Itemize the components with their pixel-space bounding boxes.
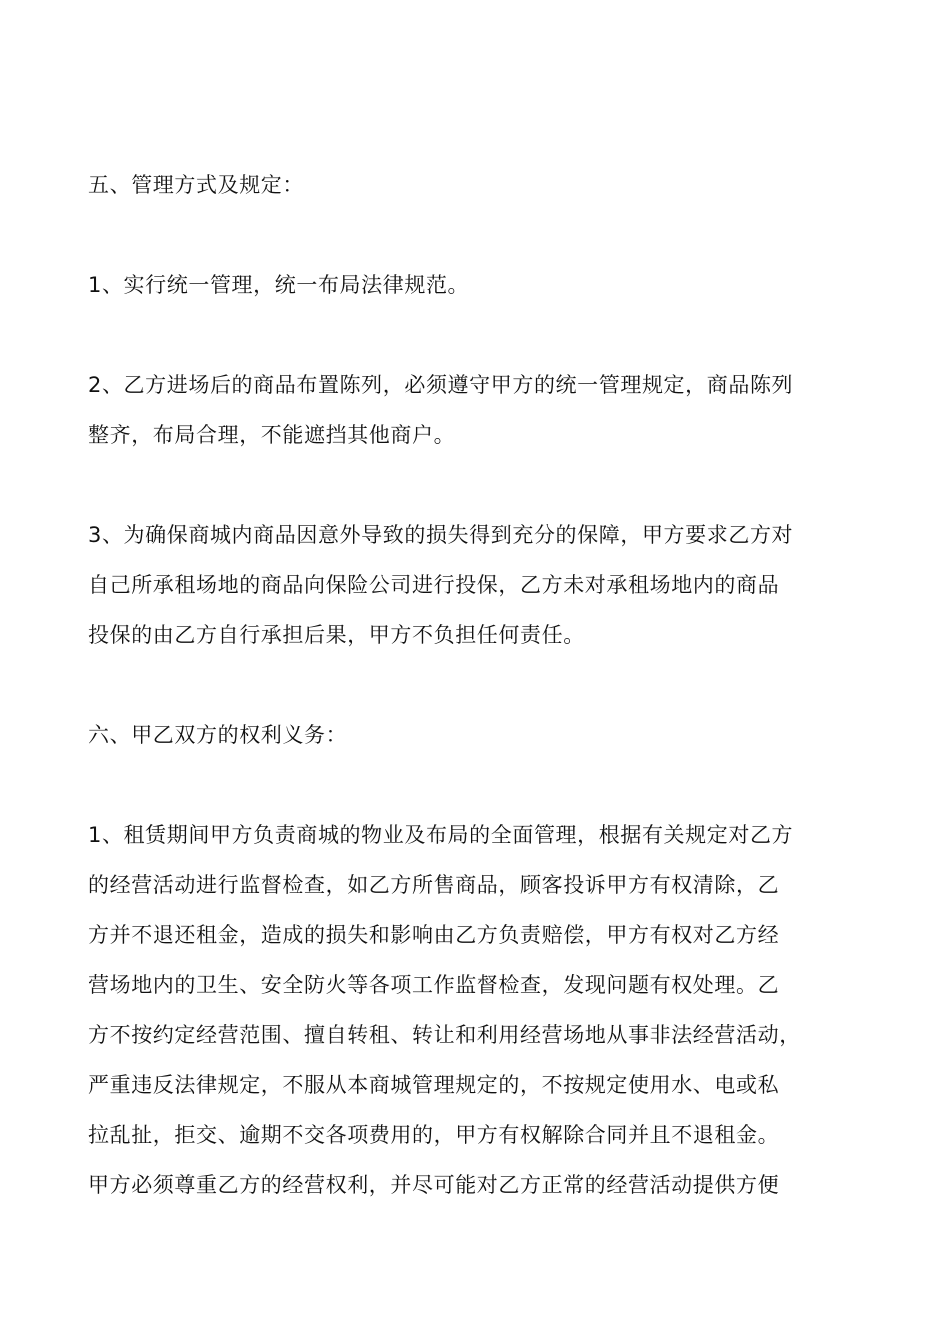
- section-5-item-1: [88, 260, 872, 310]
- paragraph-line: 方并不退还租金，造成的损失和影响由乙方负责赔偿，甲方有权对乙方经: [88, 923, 780, 947]
- section-6-heading: [88, 710, 872, 760]
- paragraph-line: 拉乱扯，拒交、逾期不交各项费用的，甲方有权解除合同并且不退租金。: [88, 1123, 780, 1147]
- paragraph-line: 严重违反法律规定，不服从本商城管理规定的，不按规定使用水、电或私: [88, 1073, 780, 1097]
- section-6-item-1: [88, 810, 872, 1210]
- paragraph-line: 3、为确保商城内商品因意外导致的损失得到充分的保障，甲方要求乙方对: [88, 523, 794, 547]
- heading-line: 六、甲乙双方的权利义务：: [88, 723, 348, 747]
- heading-line: 五、管理方式及规定：: [88, 173, 304, 197]
- paragraph-line: 方不按约定经营范围、擅自转租、转让和利用经营场地从事非法经营活动，: [88, 1023, 801, 1047]
- paragraph-line: 2、乙方进场后的商品布置陈列，必须遵守甲方的统一管理规定，商品陈列: [88, 373, 794, 397]
- section-5-item-2: [88, 360, 872, 460]
- paragraph-line: 自己所承租场地的商品向保险公司进行投保，乙方未对承租场地内的商品: [88, 573, 780, 597]
- section-5-heading: [88, 160, 872, 210]
- section-5-item-3: [88, 510, 872, 660]
- paragraph-line: 投保的由乙方自行承担后果，甲方不负担任何责任。: [88, 623, 585, 647]
- paragraph-line: 1、实行统一管理，统一布局法律规范。: [88, 273, 470, 297]
- paragraph-line: 整齐，布局合理，不能遮挡其他商户。: [88, 423, 456, 447]
- paragraph-line: 的经营活动进行监督检查，如乙方所售商品，顾客投诉甲方有权清除，乙: [88, 873, 780, 897]
- paragraph-line: 1、租赁期间甲方负责商城的物业及布局的全面管理，根据有关规定对乙方: [88, 823, 794, 847]
- paragraph-line: 甲方必须尊重乙方的经营权利，并尽可能对乙方正常的经营活动提供方便: [88, 1173, 780, 1197]
- paragraph-line: 营场地内的卫生、安全防火等各项工作监督检查，发现问题有权处理。乙: [88, 973, 780, 997]
